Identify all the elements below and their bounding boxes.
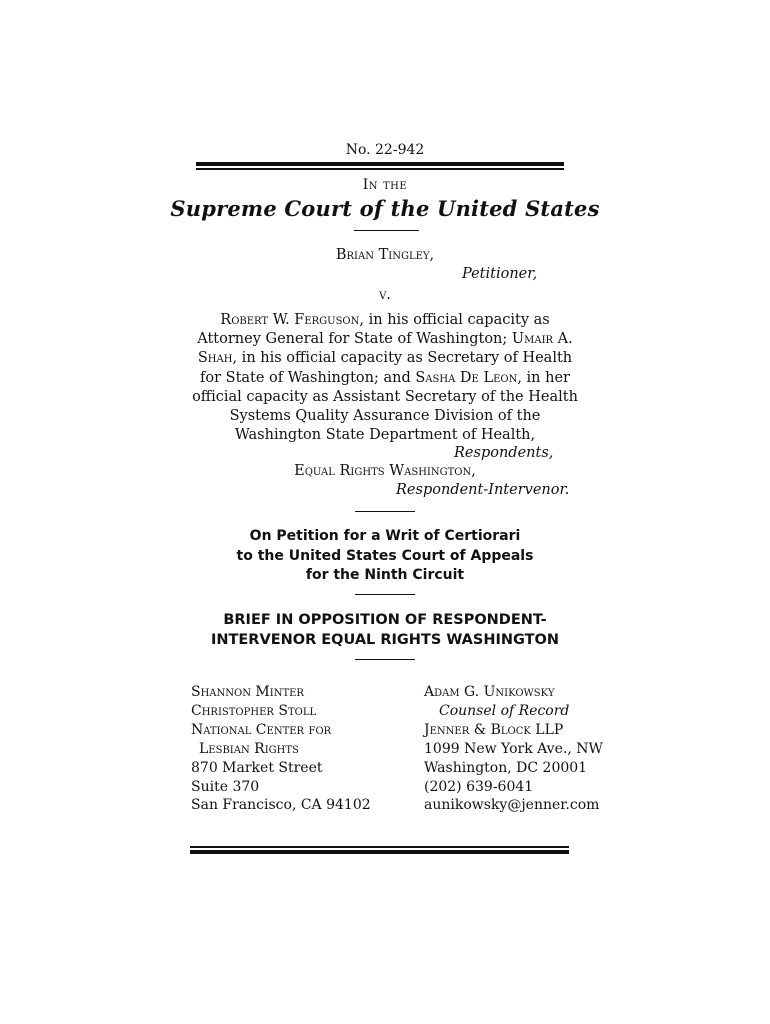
bottom-double-rule bbox=[190, 846, 569, 854]
petitioner-role: Petitioner, bbox=[462, 266, 538, 282]
intervenor-role: Respondent-Intervenor. bbox=[396, 482, 570, 498]
petition-line: On Petition for a Writ of Certiorari bbox=[249, 528, 521, 544]
counsel-name: Christopher Stoll bbox=[191, 702, 317, 719]
top-double-rule bbox=[196, 162, 564, 170]
brief-title bbox=[0, 611, 770, 650]
petitioner-name: Brian Tingley, bbox=[335, 247, 435, 263]
petition-line: for the Ninth Circuit bbox=[305, 567, 465, 583]
intervenor-name: Equal Rights Washington, bbox=[294, 463, 476, 479]
counsel-left-block bbox=[191, 683, 371, 815]
organization-name: National Center for bbox=[191, 721, 332, 738]
brief-title-line: INTERVENOR EQUAL RIGHTS WASHINGTON bbox=[210, 631, 559, 648]
email-address: aunikowsky@jenner.com bbox=[424, 797, 600, 814]
divider bbox=[355, 594, 415, 595]
petition-line: to the United States Court of Appeals bbox=[236, 547, 534, 564]
respondents-paragraph bbox=[190, 311, 580, 445]
petition-caption bbox=[0, 527, 770, 586]
law-firm: Jenner & Block LLP bbox=[424, 721, 564, 738]
suite: Suite 370 bbox=[191, 778, 260, 795]
counsel-right-block bbox=[424, 683, 603, 815]
counsel-title: Counsel of Record bbox=[439, 702, 570, 719]
court-prefix: In the bbox=[362, 177, 408, 193]
street-address: 870 Market Street bbox=[191, 759, 323, 776]
divider bbox=[355, 659, 415, 660]
city-state-zip: Washington, DC 20001 bbox=[424, 759, 588, 776]
versus-label: v. bbox=[379, 287, 391, 303]
respondent-ferguson-desc: , in his official capacity as Attorney General for State of Washington; bbox=[197, 312, 550, 348]
divider bbox=[354, 230, 419, 231]
respondent-shah-desc: , in his official capacity as Secretary of Health for State of Washington; and bbox=[200, 350, 573, 386]
phone-number: (202) 639-6041 bbox=[424, 778, 534, 795]
respondent-ferguson: Robert W. Ferguson bbox=[220, 312, 360, 328]
brief-title-line: BRIEF IN OPPOSITION OF RESPONDENT- bbox=[223, 612, 547, 628]
organization-name-cont: Lesbian Rights bbox=[199, 740, 299, 757]
street-address: 1099 New York Ave., NW bbox=[424, 740, 603, 757]
city-state-zip: San Francisco, CA 94102 bbox=[191, 797, 371, 814]
court-name: Supreme Court of the United States bbox=[170, 196, 600, 221]
respondent-de-leon-desc: , in her official capacity as Assistant Secretary of the Health Systems Quality Assurance Division of the Washington State Department of Health, bbox=[192, 369, 578, 444]
docket-number: No. 22-942 bbox=[345, 142, 425, 158]
counsel-name: Shannon Minter bbox=[191, 684, 304, 700]
respondent-de-leon: Sasha De Leon bbox=[415, 369, 518, 386]
counsel-name: Adam G. Unikowsky bbox=[424, 684, 555, 700]
divider bbox=[355, 511, 415, 512]
respondent-shah: Umair A. Shah bbox=[197, 331, 573, 367]
respondents-role: Respondents, bbox=[454, 445, 554, 461]
